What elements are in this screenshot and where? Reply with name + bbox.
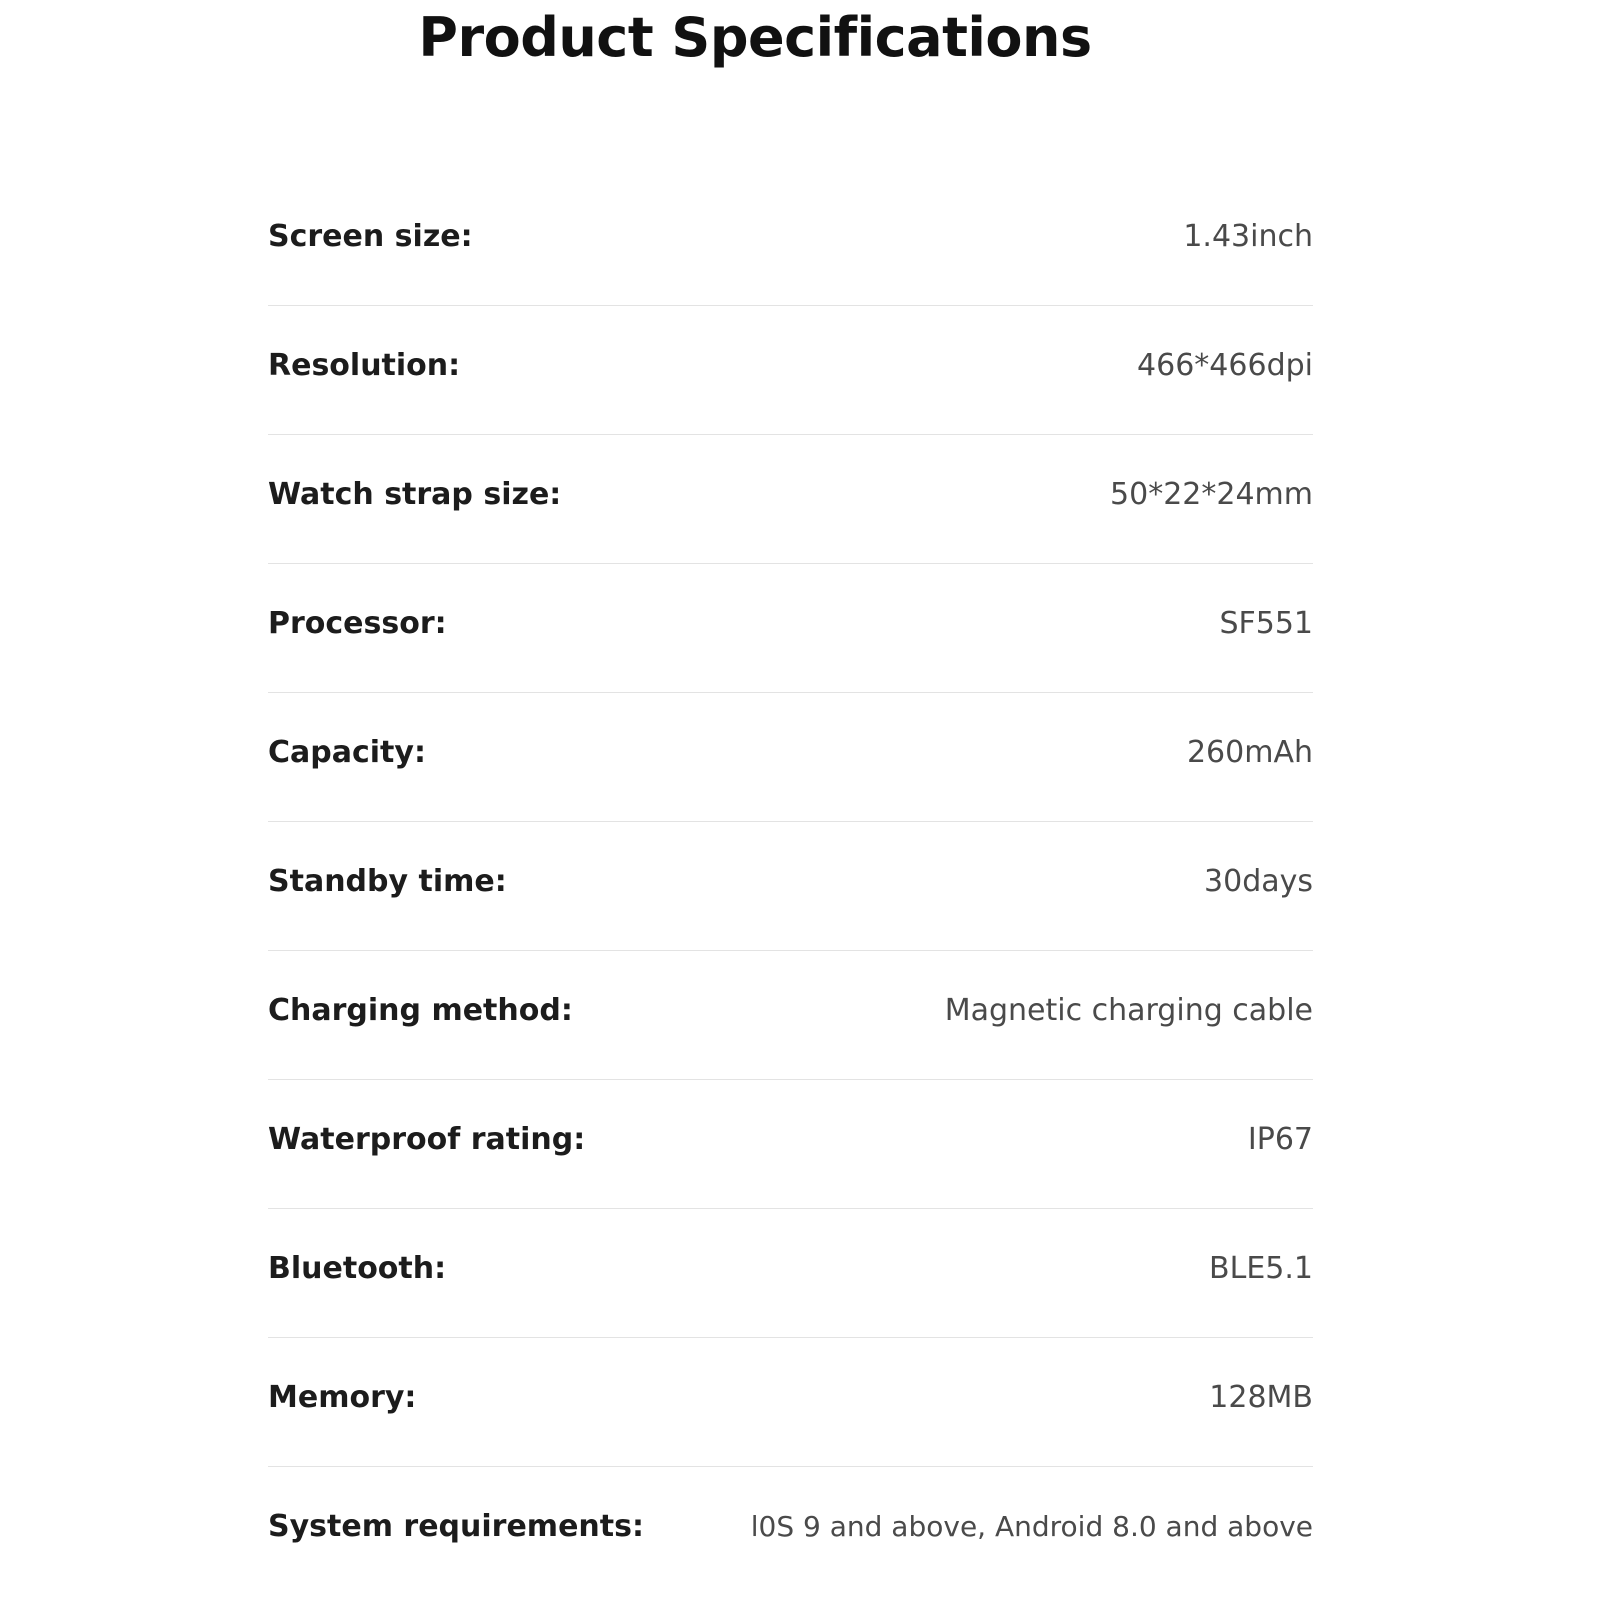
spec-label: Resolution: bbox=[268, 348, 461, 383]
table-row bbox=[268, 435, 1313, 564]
spec-label: Capacity: bbox=[268, 735, 426, 770]
table-row bbox=[268, 1467, 1313, 1596]
table-row bbox=[268, 177, 1313, 306]
spec-value: BLE5.1 bbox=[1209, 1251, 1313, 1286]
spec-label: Watch strap size: bbox=[268, 477, 562, 512]
table-row bbox=[268, 306, 1313, 435]
table-row bbox=[268, 951, 1313, 1080]
spec-value: 1.43inch bbox=[1183, 219, 1313, 254]
spec-value: 30days bbox=[1204, 864, 1313, 899]
spec-label: Memory: bbox=[268, 1380, 417, 1415]
page-title: Product Specifications bbox=[418, 6, 1092, 69]
spec-label: Charging method: bbox=[268, 993, 573, 1028]
spec-value: SF551 bbox=[1219, 606, 1313, 641]
spec-label: System requirements: bbox=[268, 1509, 644, 1544]
spec-value: IP67 bbox=[1247, 1122, 1313, 1157]
table-row bbox=[268, 693, 1313, 822]
spec-label: Standby time: bbox=[268, 864, 507, 899]
spec-value: 50*22*24mm bbox=[1110, 477, 1313, 512]
specifications-table bbox=[268, 177, 1313, 1596]
table-row bbox=[268, 822, 1313, 951]
table-row bbox=[268, 564, 1313, 693]
spec-label: Processor: bbox=[268, 606, 447, 641]
spec-label: Bluetooth: bbox=[268, 1251, 447, 1286]
table-row bbox=[268, 1338, 1313, 1467]
spec-label: Screen size: bbox=[268, 219, 473, 254]
table-row bbox=[268, 1209, 1313, 1338]
spec-label: Waterproof rating: bbox=[268, 1122, 586, 1157]
spec-value: Magnetic charging cable bbox=[944, 993, 1313, 1028]
spec-value: l0S 9 and above, Android 8.0 and above bbox=[750, 1510, 1313, 1543]
spec-value: 260mAh bbox=[1186, 735, 1313, 770]
spec-value: 128MB bbox=[1209, 1380, 1313, 1415]
spec-value: 466*466dpi bbox=[1137, 348, 1313, 383]
table-row bbox=[268, 1080, 1313, 1209]
